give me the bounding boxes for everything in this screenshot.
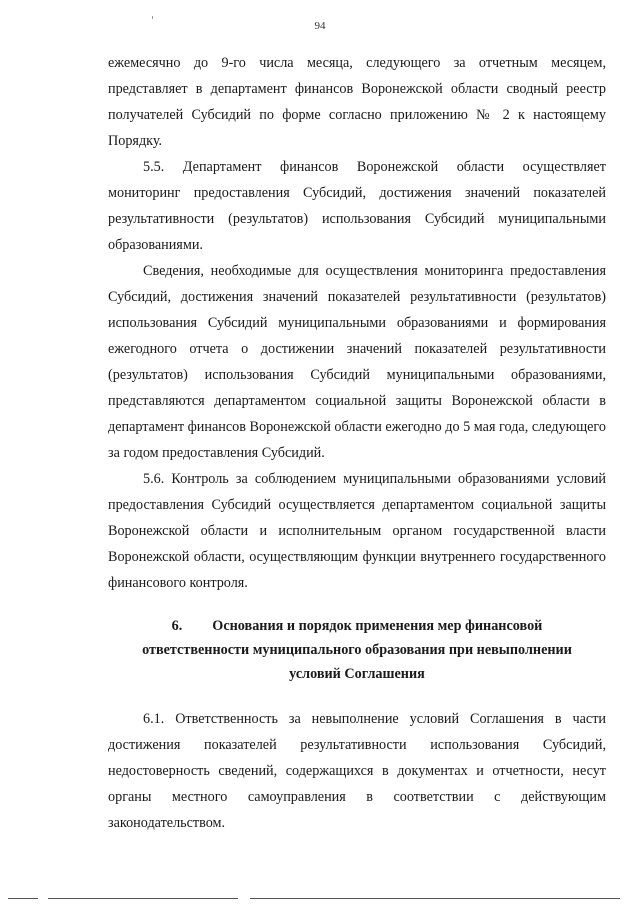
page-number: 94 [314,20,326,32]
scan-edge-line [8,898,38,899]
document-body [108,50,606,836]
section-heading-line-1 [108,614,606,638]
scan-edge-line [250,898,620,899]
section-title-line-2: ответственности муниципального образования при невыполнении [142,642,572,658]
section-title-line-3: условий Соглашения [289,666,425,682]
paragraph-5-6: 5.6. Контроль за соблюдением муниципальными образованиями условий предоставления Субсидий осуществляется департаментом социальной защиты Воронежской области и исполнительным органом государственной власти Воронежской области, осуществляющим функции внутреннего государственного финансового контроля. [108,471,606,591]
paragraph-5-5: 5.5. Департамент финансов Воронежской области осуществляет мониторинг предоставления Субсидий, достижения значений показателей результативности (результатов) использования Субсидий муниципальными образованиями. [108,159,606,253]
paragraph-continuation: ежемесячно до 9-го числа месяца, следующего за отчетным месяцем, представляет в департамент финансов Воронежской области сводный реестр получателей Субсидий по форме согласно приложению № 2 к настоящему Порядку. [108,55,606,149]
paragraph-6-1: 6.1. Ответственность за невыполнение условий Соглашения в части достижения показателей результативности использования Субсидий, недостоверность сведений, содержащихся в документах и отчетности, несут органы местного самоуправления в соответствии с действующим законодательством. [108,711,606,831]
section-number: 6. [171,618,183,634]
paragraph-monitoring-info: Сведения, необходимые для осуществления мониторинга предоставления Субсидий, достижения значений показателей результативности (результатов) использования Субсидий муниципальными образованиями и формирования ежегодного отчета о достижении значений показателей результативности (результатов) использования Субсидий муниципальными образованиями, представляются департаментом социальной защиты Воронежской области в департамент финансов Воронежской области ежегодно до 5 мая года, следующего за годом предоставления Субсидий. [108,263,606,461]
section-title-line-1: Основания и порядок применения мер финансовой [212,618,543,634]
scan-edge-line [48,898,238,899]
section-heading [108,614,606,686]
scan-artifact [152,16,153,19]
